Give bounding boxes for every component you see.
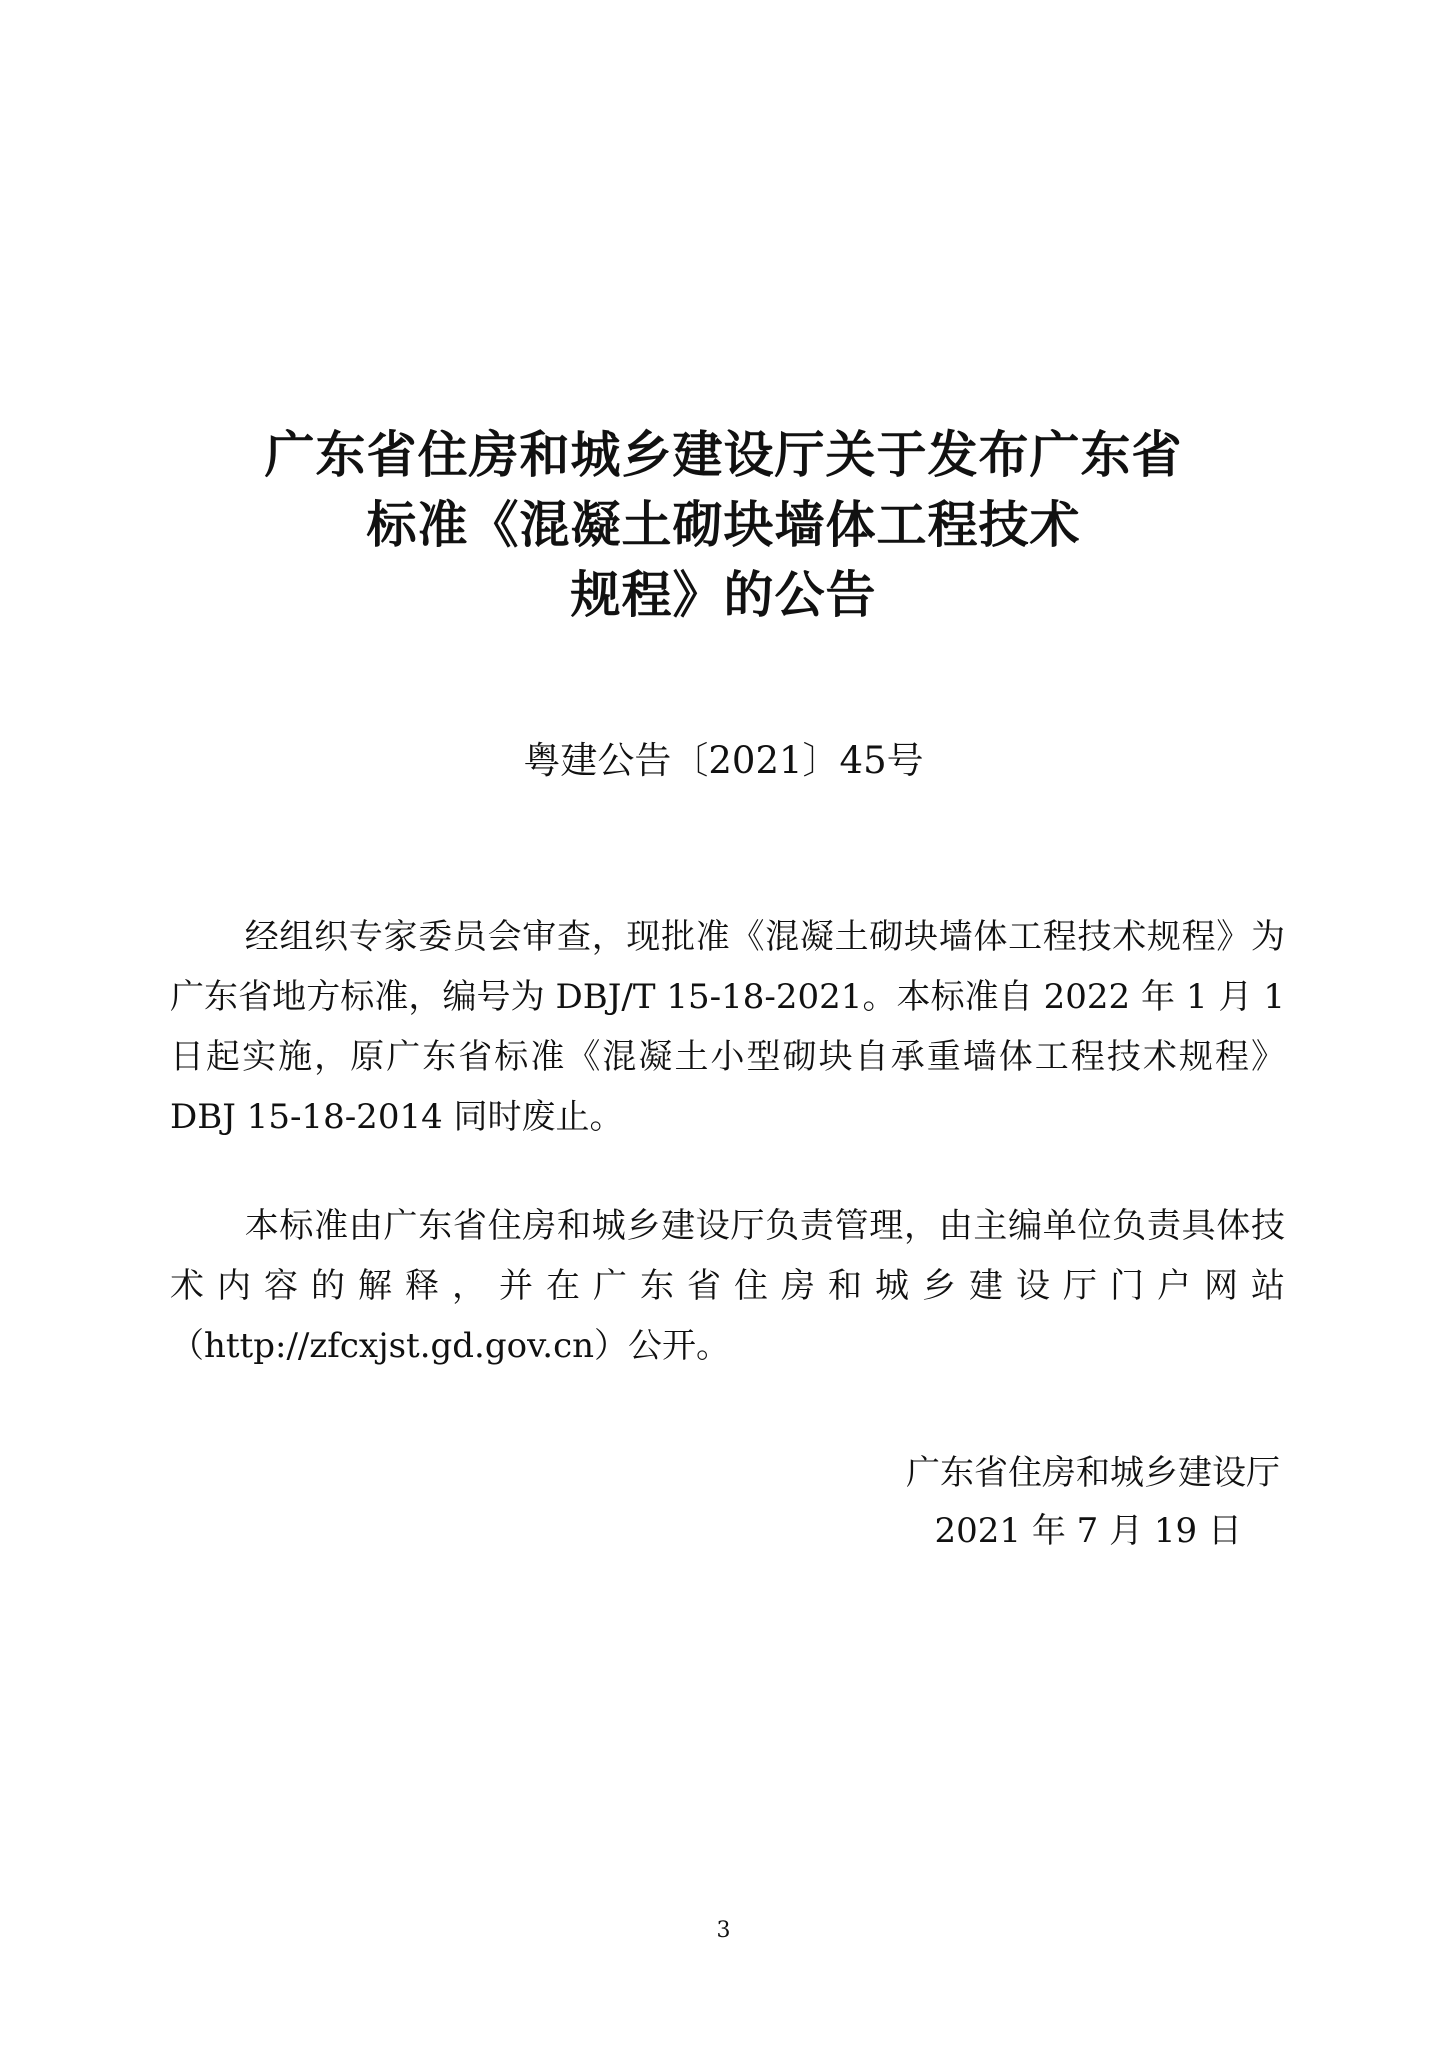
title-line-1: 广东省住房和城乡建设厅关于发布广东省 <box>264 425 1183 484</box>
title-line-2: 标准《混凝土砌块墙体工程技术 <box>366 495 1081 554</box>
document-number: 粤建公告〔2021〕45号 <box>523 739 924 782</box>
page-number: 3 <box>716 1918 731 1943</box>
issue-date: 2021 年 7 月 19 日 <box>934 1511 1242 1551</box>
issuing-organization: 广东省住房和城乡建设厅 <box>906 1453 1280 1493</box>
paragraph-1-text: 经组织专家委员会审查，现批准《混凝土砌块墙体工程技术规程》为广东省地方标准，编号为 DBJ/T 15-18-2021。本标准自 2022 年 1 月 1 日起实施，原广东省标准《混凝土小型砌块自承重墙体工程技术规程》DBJ 15-18-2014 同时废止。 <box>170 917 1285 1137</box>
paragraph-2-text: 本标准由广东省住房和城乡建设厅负责管理，由主编单位负责具体技术内容的解释，并在广东省住房和城乡建设厅门户网站（http://zfcxjst.gd.gov.cn）公开。 <box>170 1206 1285 1366</box>
signature-block <box>830 1444 1280 1560</box>
announcement-paragraph-1 <box>170 907 1285 1147</box>
title-line-3: 规程》的公告 <box>570 565 877 624</box>
announcement-paragraph-2 <box>170 1196 1285 1376</box>
document-title <box>170 420 1277 630</box>
